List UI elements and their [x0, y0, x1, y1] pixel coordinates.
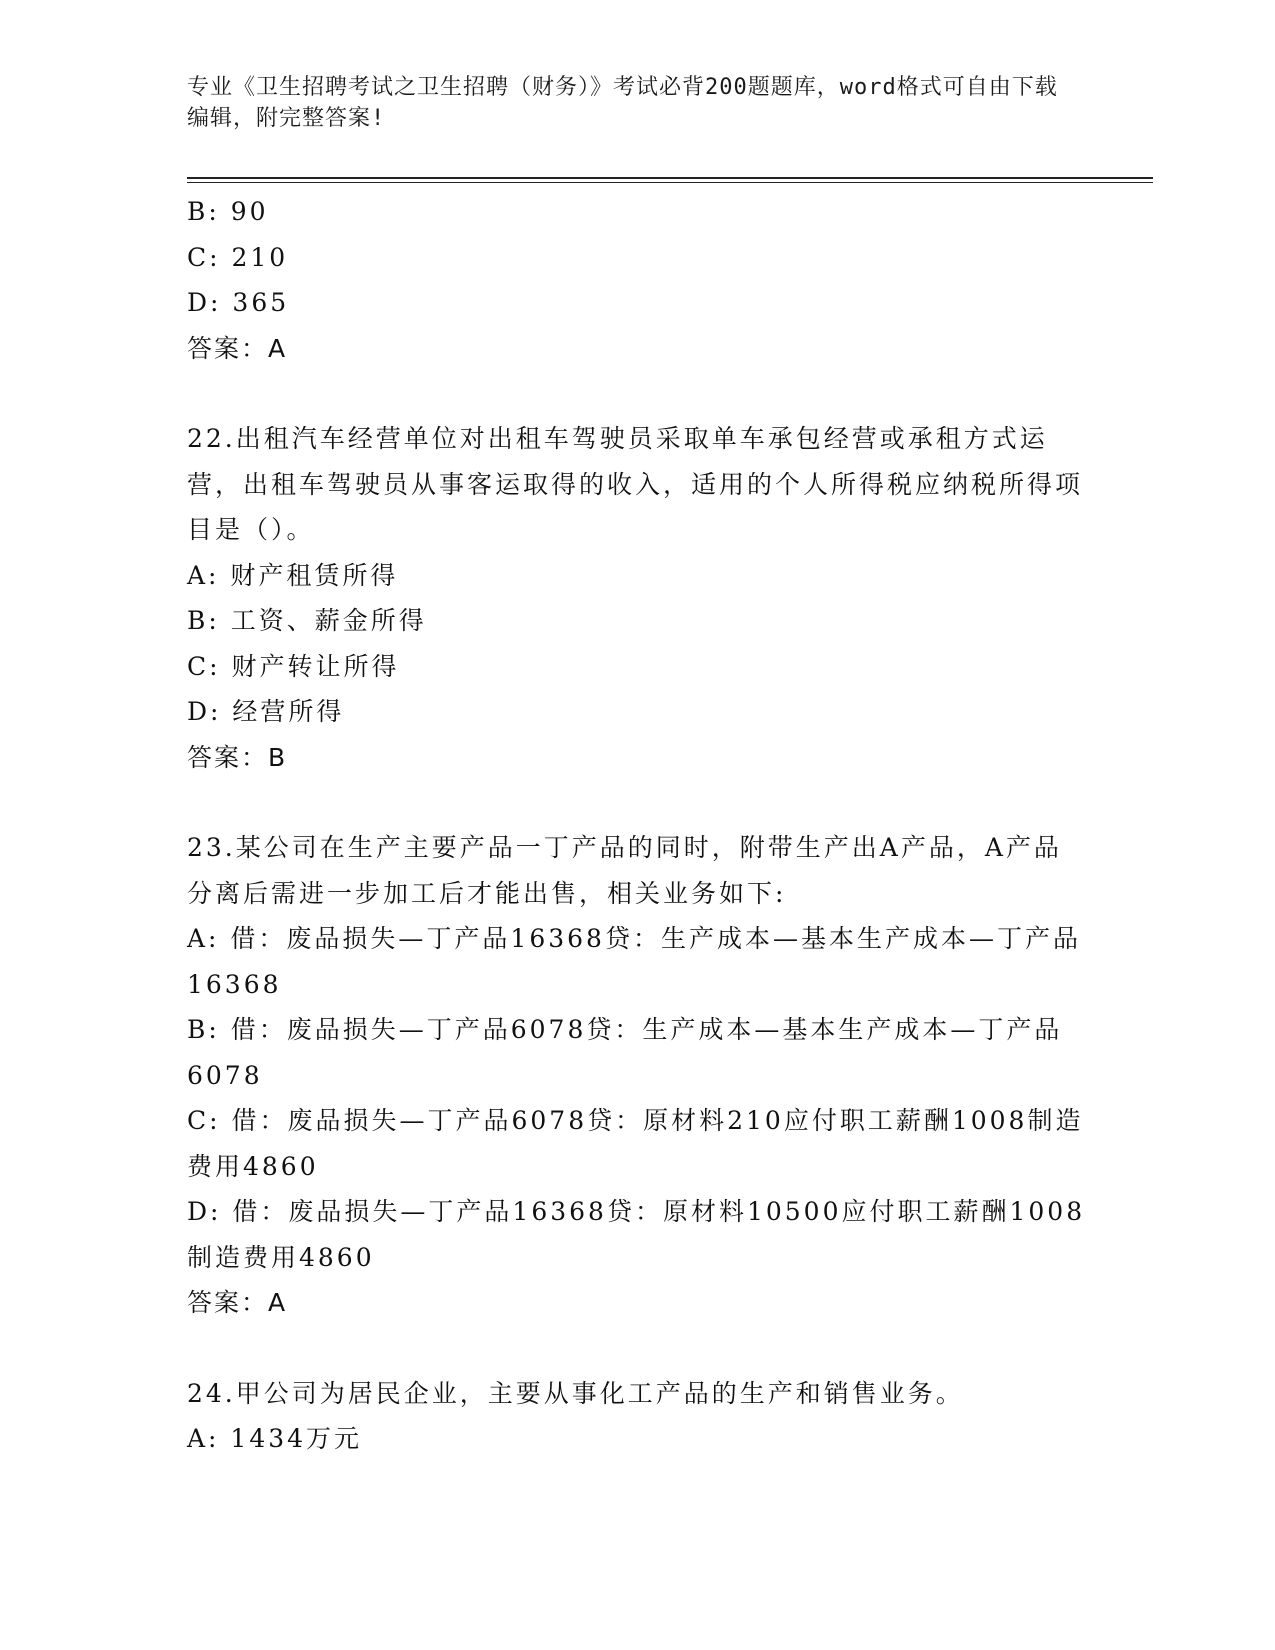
question-stem: 22.出租汽车经营单位对出租车驾驶员采取单车承包经营或承租方式运营，出租车驾驶员从事客运取得的收入，适用的个人所得税应纳税所得项目是（）。: [187, 424, 1084, 544]
header-rule-thick: [187, 177, 1153, 179]
question-stem: 24.甲公司为居民企业，主要从事化工产品的生产和销售业务。: [187, 1378, 964, 1408]
option-d: D: 365: [187, 288, 290, 317]
answer: 答案：A: [187, 333, 288, 363]
question-stem: 23.某公司在生产主要产品一丁产品的同时，附带生产出A产品，A产品分离后需进一步加工后才能出售，相关业务如下:: [187, 833, 1062, 908]
spacer: [187, 371, 1087, 416]
option-b: B: 借：废品损失—丁产品6078贷：生产成本—基本生产成本—丁产品6078: [187, 1015, 1063, 1090]
spacer: [187, 1326, 1087, 1371]
option-c: C: 210: [187, 242, 289, 272]
question-content: [187, 189, 1087, 1462]
option-a: A: 借：废品损失—丁产品16368贷：生产成本—基本生产成本—丁产品16368: [187, 924, 1081, 999]
option-a: A: 财产租赁所得: [187, 560, 399, 590]
option-b: B: 工资、薪金所得: [187, 606, 427, 635]
question-21-tail: [187, 189, 1087, 371]
option-d: D: 经营所得: [187, 697, 345, 726]
question-22: [187, 416, 1087, 780]
header-rule-thin: [187, 182, 1153, 183]
option-d: D: 借：废品损失—丁产品16368贷：原材料10500应付职工薪酬1008制造费用4860: [187, 1197, 1086, 1272]
question-24: [187, 1371, 1087, 1462]
option-a: A: 1434万元: [187, 1424, 363, 1453]
spacer: [187, 780, 1087, 825]
document-header: 专业《卫生招聘考试之卫生招聘（财务）》考试必背200题题库，word格式可自由下载编辑，附完整答案!: [187, 75, 1058, 131]
question-23: [187, 825, 1087, 1326]
option-c: C: 借：废品损失—丁产品6078贷：原材料210应付职工薪酬1008制造费用4860: [187, 1106, 1084, 1181]
option-c: C: 财产转让所得: [187, 651, 400, 681]
answer: 答案：B: [187, 742, 288, 772]
option-b: B: 90: [187, 197, 269, 226]
answer: 答案：A: [187, 1288, 288, 1317]
